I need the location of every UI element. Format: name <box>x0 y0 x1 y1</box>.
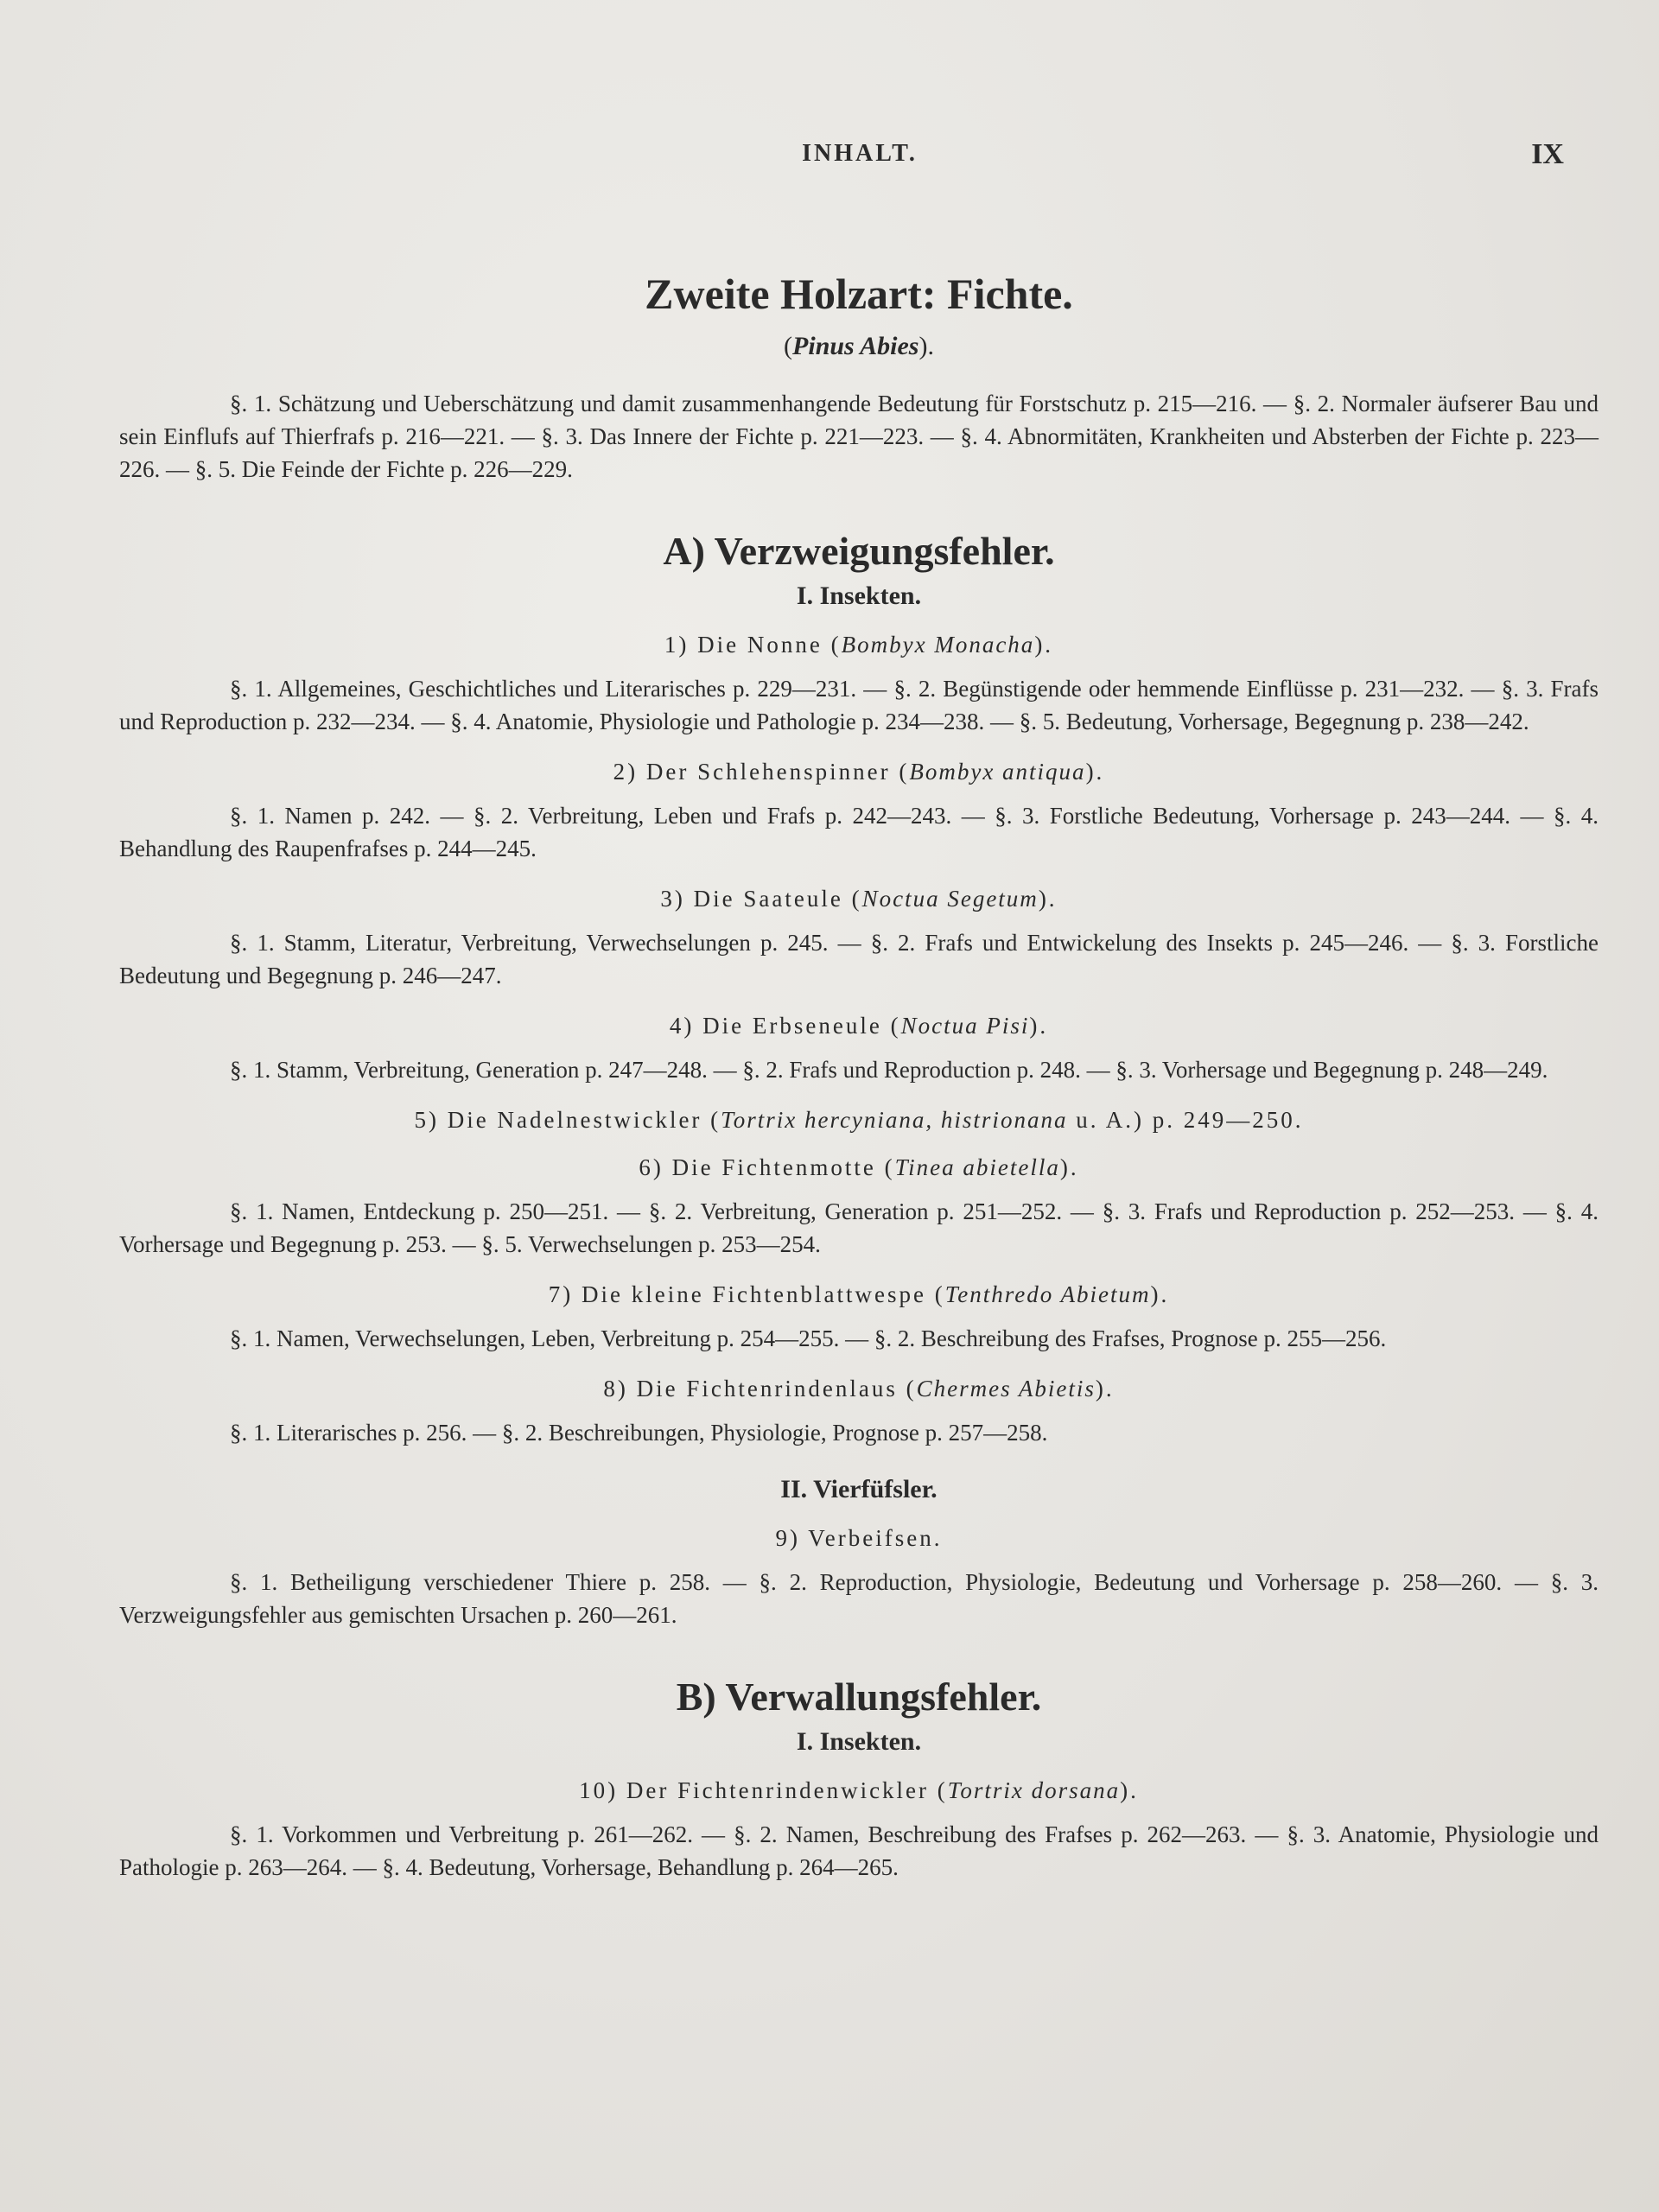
section-a-title: A) Verzweigungsfehler. <box>663 529 1055 573</box>
entry-6-text: §. 1. Namen, Entdeckung p. 250—251. — §. 2. Verbreitung, Generation p. 251—252. — §. 3. Frafs und Reproduction p. 252—253. — §. 4. Vorhersage und Begegnung p. 253. — §. 5. Verwechselungen p. 253—254. <box>119 1198 1599 1258</box>
section-b-subsection-insects: I. Insekten. <box>796 1727 922 1757</box>
entry-4-text: §. 1. Stamm, Verbreitung, Generation p. 247—248. — §. 2. Frafs und Reproduction p. 248. — §. 3. Vorhersage und Begegnung p. 248—249. <box>230 1057 1548 1084</box>
table-of-contents <box>119 268 1599 1884</box>
entry-2-text: §. 1. Namen p. 242. — §. 2. Verbreitung, Leben und Frafs p. 242—243. — §. 3. Forstliche Bedeutung, Vorhersage p. 243—244. — §. 4. Behandlung des Raupenfrafses p. 244—245. <box>119 803 1599 862</box>
entry-7-text: §. 1. Namen, Verwechselungen, Leben, Verbreitung p. 254—255. — §. 2. Beschreibung des Frafses, Prognose p. 255—256. <box>230 1325 1387 1352</box>
entry-8-title: 8) Die Fichtenrindenlaus (Chermes Abietis). <box>603 1376 1115 1402</box>
entry-1-title: 1) Die Nonne (Bombyx Monacha). <box>664 632 1054 658</box>
running-head <box>121 140 1599 175</box>
entry-3-text: §. 1. Stamm, Literatur, Verbreitung, Verwechselungen p. 245. — §. 2. Frafs und Entwickelung des Insekts p. 245—246. — §. 3. Forstliche Bedeutung und Begegnung p. 246—247. <box>119 930 1599 989</box>
entry-8-text: §. 1. Literarisches p. 256. — §. 2. Beschreibungen, Physiologie, Prognose p. 257—258. <box>230 1420 1048 1446</box>
intro-paragraph: §. 1. Schätzung und Ueberschätzung und damit zusammenhangende Bedeutung für Forstschutz p. 215—216. — §. 2. Normaler äufserer Bau und sein Einflufs auf Thierfrafs p. 216—221. — §. 3. Das Innere der Fichte p. 221—223. — §. 4. Abnormitäten, Krankheiten und Absterben der Fichte p. 223—226. — §. 5. Die Feinde der Fichte p. 226—229. <box>119 391 1599 482</box>
running-head-title: INHALT. <box>802 140 918 167</box>
section-a-subsection-quadrupeds: II. Vierfüfsler. <box>780 1475 938 1504</box>
page-number: IX <box>1531 138 1564 170</box>
entry-5-title: 5) Die Nadelnestwickler (Tortrix hercyniana, histrionana u. A.) p. 249—250. <box>414 1107 1304 1134</box>
entry-6-title: 6) Die Fichtenmotte (Tinea abietella). <box>639 1154 1079 1181</box>
entry-7-title: 7) Die kleine Fichtenblattwespe (Tenthredo Abietum). <box>548 1281 1170 1308</box>
entry-4-title: 4) Die Erbseneule (Noctua Pisi). <box>669 1013 1049 1039</box>
entry-2-title: 2) Der Schlehenspinner (Bombyx antiqua). <box>613 759 1105 785</box>
latin-name: (Pinus Abies). <box>784 332 934 360</box>
page-title: Zweite Holzart: Fichte. <box>645 270 1073 318</box>
entry-1-text: §. 1. Allgemeines, Geschichtliches und Literarisches p. 229—231. — §. 2. Begünstigende oder hemmende Einflüsse p. 231—232. — §. 3. Frafs und Reproduction p. 232—234. — §. 4. Anatomie, Physiologie und Pathologie p. 234—238. — §. 5. Bedeutung, Vorhersage, Begegnung p. 238—242. <box>119 676 1599 735</box>
entry-9-title: 9) Verbeifsen. <box>775 1525 943 1552</box>
section-b-title: B) Verwallungsfehler. <box>676 1675 1042 1719</box>
section-a-subsection-insects: I. Insekten. <box>796 582 922 611</box>
entry-9-text: §. 1. Betheiligung verschiedener Thiere p. 258. — §. 2. Reproduction, Physiologie, Bedeutung und Vorhersage p. 258—260. — §. 3. Verzweigungsfehler aus gemischten Ursachen p. 260—261. <box>119 1569 1599 1629</box>
entry-10-text: §. 1. Vorkommen und Verbreitung p. 261—262. — §. 2. Namen, Beschreibung des Frafses p. 262—263. — §. 3. Anatomie, Physiologie und Pathologie p. 263—264. — §. 4. Bedeutung, Vorhersage, Behandlung p. 264—265. <box>119 1821 1599 1881</box>
entry-10-title: 10) Der Fichtenrindenwickler (Tortrix dorsana). <box>579 1777 1139 1804</box>
entry-3-title: 3) Die Saateule (Noctua Segetum). <box>660 886 1058 912</box>
